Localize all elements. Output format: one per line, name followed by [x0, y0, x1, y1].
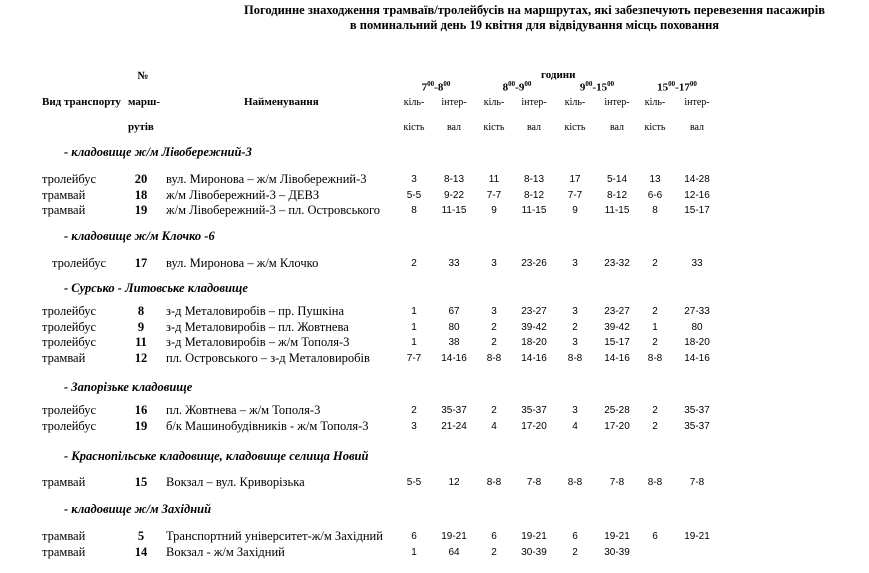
row-value: 30-39	[521, 546, 547, 558]
header-count: кість	[564, 122, 586, 133]
row-value: 8-13	[443, 174, 464, 185]
row-value: 67	[448, 306, 460, 317]
header-interval: інтер-	[684, 97, 710, 108]
section-title: - Запорізьке кладовище	[64, 380, 193, 394]
row-value: 8	[411, 205, 417, 217]
row-route-number: 19	[134, 418, 148, 433]
row-value: 33	[691, 258, 703, 269]
row-value: 14-16	[604, 352, 630, 364]
row-transport-type: трамвай	[42, 187, 86, 202]
row-value: 23-27	[604, 306, 630, 317]
header-count: кіль-	[644, 97, 666, 108]
row-value: 7-8	[609, 477, 625, 488]
row-route-number: 19	[134, 203, 148, 218]
row-value: 64	[448, 546, 460, 558]
row-value: 30-39	[604, 546, 630, 558]
row-value: 2	[411, 258, 417, 269]
row-value: 15-17	[604, 337, 630, 349]
row-value: 2	[652, 420, 658, 432]
page-title-line-1: Погодинне знаходження трамваїв/тролейбусів на маршрутах, які забезпечують перевезення пасажирів	[244, 3, 825, 17]
row-value: 1	[411, 306, 417, 317]
header-count: кість	[644, 122, 666, 133]
row-value: 1	[652, 321, 658, 333]
row-value: 7-7	[406, 352, 422, 364]
row-value: 2	[491, 321, 497, 333]
row-route-number: 14	[134, 544, 148, 559]
row-value: 8-8	[486, 477, 502, 488]
row-value: 23-27	[521, 306, 547, 317]
row-value: 8-12	[606, 189, 627, 201]
row-route-number: 16	[134, 403, 148, 417]
row-route-name: вул. Миронова – ж/м Клочко	[166, 256, 319, 270]
row-value: 8-13	[523, 174, 544, 185]
row-transport-type: трамвай	[42, 529, 86, 543]
row-value: 6	[572, 531, 578, 542]
row-value: 3	[572, 306, 578, 317]
row-route-number: 15	[134, 475, 148, 489]
row-value: 80	[448, 321, 460, 333]
row-value: 4	[572, 420, 578, 432]
row-value: 9	[572, 205, 578, 217]
row-value: 35-37	[521, 405, 547, 416]
row-value: 21-24	[441, 420, 467, 432]
row-value: 5-5	[406, 477, 422, 488]
row-value: 2	[652, 337, 658, 349]
row-value: 7-8	[689, 477, 705, 488]
header-count: кіль-	[483, 97, 505, 108]
row-value: 2	[652, 405, 658, 416]
header-interval: інтер-	[441, 97, 467, 108]
row-value: 18-20	[684, 337, 710, 349]
header-count: кість	[483, 122, 505, 133]
row-value: 1	[411, 546, 417, 558]
row-transport-type: тролейбус	[52, 256, 107, 270]
row-value: 27-33	[684, 306, 710, 317]
header-count: кіль-	[403, 97, 425, 108]
row-value: 9-22	[443, 189, 464, 201]
header-interval: інтер-	[521, 97, 547, 108]
row-value: 9	[491, 205, 497, 217]
header-period: $7^{00}-8^{00}$	[421, 80, 451, 94]
header-hours: години	[541, 69, 576, 81]
row-route-number: 20	[134, 172, 148, 186]
row-value: 17-20	[604, 420, 630, 432]
row-value: 1	[411, 337, 417, 349]
row-value: 3	[572, 405, 578, 416]
row-value: 3	[411, 420, 417, 432]
header-route-no: №	[137, 70, 149, 82]
row-value: 80	[691, 321, 703, 333]
row-value: 23-26	[521, 258, 547, 269]
header-count: кість	[403, 122, 425, 133]
row-value: 6-6	[647, 189, 663, 201]
row-value: 13	[649, 174, 661, 185]
row-route-number: 5	[137, 529, 145, 543]
row-value: 15-17	[684, 205, 710, 217]
row-value: 38	[448, 337, 460, 349]
row-value: 8-8	[567, 477, 583, 488]
row-route-number: 17	[134, 256, 148, 270]
row-value: 14-16	[441, 352, 467, 364]
row-value: 35-37	[684, 420, 710, 432]
row-value: 8-12	[523, 189, 544, 201]
row-value: 11-15	[604, 205, 630, 217]
row-value: 25-28	[604, 405, 630, 416]
row-value: 19-21	[684, 531, 710, 542]
row-route-name: ж/м Лівобережний-3 – пл. Островського	[166, 203, 381, 218]
row-value: 35-37	[684, 405, 710, 416]
row-value: 8-8	[647, 477, 663, 488]
header-route-no-2: марш-	[128, 96, 160, 108]
row-route-number: 18	[134, 187, 148, 202]
row-value: 5-14	[606, 174, 627, 185]
row-transport-type: тролейбус	[42, 403, 97, 417]
row-route-number: 11	[135, 335, 147, 350]
row-route-name: пл. Жовтнева – ж/м Тополя-3	[166, 403, 321, 417]
row-transport-type: тролейбус	[42, 335, 97, 350]
row-value: 8	[652, 205, 658, 217]
row-value: 2	[411, 405, 417, 416]
header-interval: інтер-	[604, 97, 630, 108]
row-value: 11-15	[441, 205, 467, 217]
row-value: 4	[491, 420, 497, 432]
row-value: 3	[491, 258, 497, 269]
row-value: 3	[491, 306, 497, 317]
header-period: $8^{00}-9^{00}$	[502, 80, 532, 94]
header-count: кіль-	[564, 97, 586, 108]
row-value: 7-8	[526, 477, 542, 488]
row-value: 14-28	[684, 174, 710, 185]
section-title: - кладовище ж/м Західний	[64, 502, 212, 516]
row-route-name: з-д Металовиробів – пр. Пушкіна	[166, 304, 345, 318]
row-value: 17-20	[521, 420, 547, 432]
row-transport-type: трамвай	[42, 350, 86, 365]
header-period: $15^{00}-17^{00}$	[657, 80, 697, 94]
row-value: 17	[569, 174, 581, 185]
row-route-name: Вокзал - ж/м Західний	[166, 544, 285, 559]
row-value: 2	[491, 337, 497, 349]
row-value: 11-15	[521, 205, 547, 217]
section-title: - кладовище ж/м Лівобережний-3	[64, 145, 252, 159]
row-transport-type: тролейбус	[42, 319, 97, 334]
row-value: 8-8	[647, 352, 663, 364]
row-value: 19-21	[441, 531, 467, 542]
row-value: 39-42	[521, 321, 547, 333]
page-title-line-2: в поминальний день 19 квітня для відвідування місць поховання	[349, 18, 720, 32]
row-route-number: 9	[137, 319, 145, 334]
row-route-name: Транспортний університет-ж/м Західний	[166, 529, 383, 543]
row-route-name: пл. Островського – з-д Металовиробів	[166, 350, 370, 365]
row-value: 3	[572, 258, 578, 269]
row-value: 12	[448, 477, 460, 488]
row-value: 1	[411, 321, 417, 333]
row-transport-type: трамвай	[42, 203, 86, 218]
row-value: 19-21	[604, 531, 630, 542]
row-value: 3	[572, 337, 578, 349]
row-value: 8-8	[486, 352, 502, 364]
header-transport-type: Вид транспорту	[42, 96, 121, 108]
row-value: 14-16	[521, 352, 547, 364]
row-value: 2	[572, 546, 578, 558]
row-value: 2	[572, 321, 578, 333]
row-value: 35-37	[441, 405, 467, 416]
row-transport-type: трамвай	[42, 475, 86, 489]
header-name: Найменування	[244, 96, 319, 108]
row-transport-type: тролейбус	[42, 418, 97, 433]
row-value: 7-7	[486, 189, 502, 201]
row-route-name: з-д Металовиробів – пл. Жовтнева	[166, 319, 349, 334]
section-title: - Сурсько - Литовське кладовище	[64, 281, 248, 295]
row-value: 18-20	[521, 337, 547, 349]
row-route-number: 8	[137, 304, 145, 318]
row-value: 6	[491, 531, 497, 542]
row-value: 2	[491, 405, 497, 416]
row-value: 33	[448, 258, 460, 269]
row-route-number: 12	[134, 350, 148, 365]
row-value: 23-32	[604, 258, 630, 269]
row-value: 6	[652, 531, 658, 542]
row-value: 19-21	[521, 531, 547, 542]
header-period: $9^{00}-15^{00}$	[579, 80, 615, 94]
row-transport-type: трамвай	[42, 544, 86, 559]
row-value: 6	[411, 531, 417, 542]
row-value: 2	[652, 306, 658, 317]
section-title: - кладовище ж/м Клочко -6	[64, 229, 215, 243]
row-transport-type: тролейбус	[42, 172, 97, 186]
header-interval: вал	[689, 122, 705, 133]
row-value: 2	[652, 258, 658, 269]
header-interval: вал	[446, 122, 462, 133]
row-route-name: Вокзал – вул. Криворізька	[166, 475, 305, 489]
row-value: 3	[411, 174, 417, 185]
section-title: - Краснопільське кладовище, кладовище селища Новий	[64, 449, 369, 463]
row-value: 11	[488, 174, 500, 185]
row-route-name: б/к Машинобудівників - ж/м Тополя-3	[166, 418, 369, 433]
row-value: 14-16	[684, 352, 710, 364]
header-route-no-3: рутів	[128, 121, 154, 133]
header-interval: вал	[609, 122, 625, 133]
row-route-name: вул. Миронова – ж/м Лівобережний-3	[166, 172, 367, 186]
row-route-name: з-д Металовиробів – ж/м Тополя-3	[166, 335, 350, 350]
row-value: 5-5	[406, 189, 422, 201]
row-value: 39-42	[604, 321, 630, 333]
row-value: 8-8	[567, 352, 583, 364]
header-interval: вал	[526, 122, 542, 133]
row-value: 7-7	[567, 189, 583, 201]
row-value: 2	[491, 546, 497, 558]
row-value: 12-16	[684, 189, 710, 201]
row-route-name: ж/м Лівобережний-3 – ДЕВЗ	[166, 187, 320, 202]
row-transport-type: тролейбус	[42, 304, 97, 318]
